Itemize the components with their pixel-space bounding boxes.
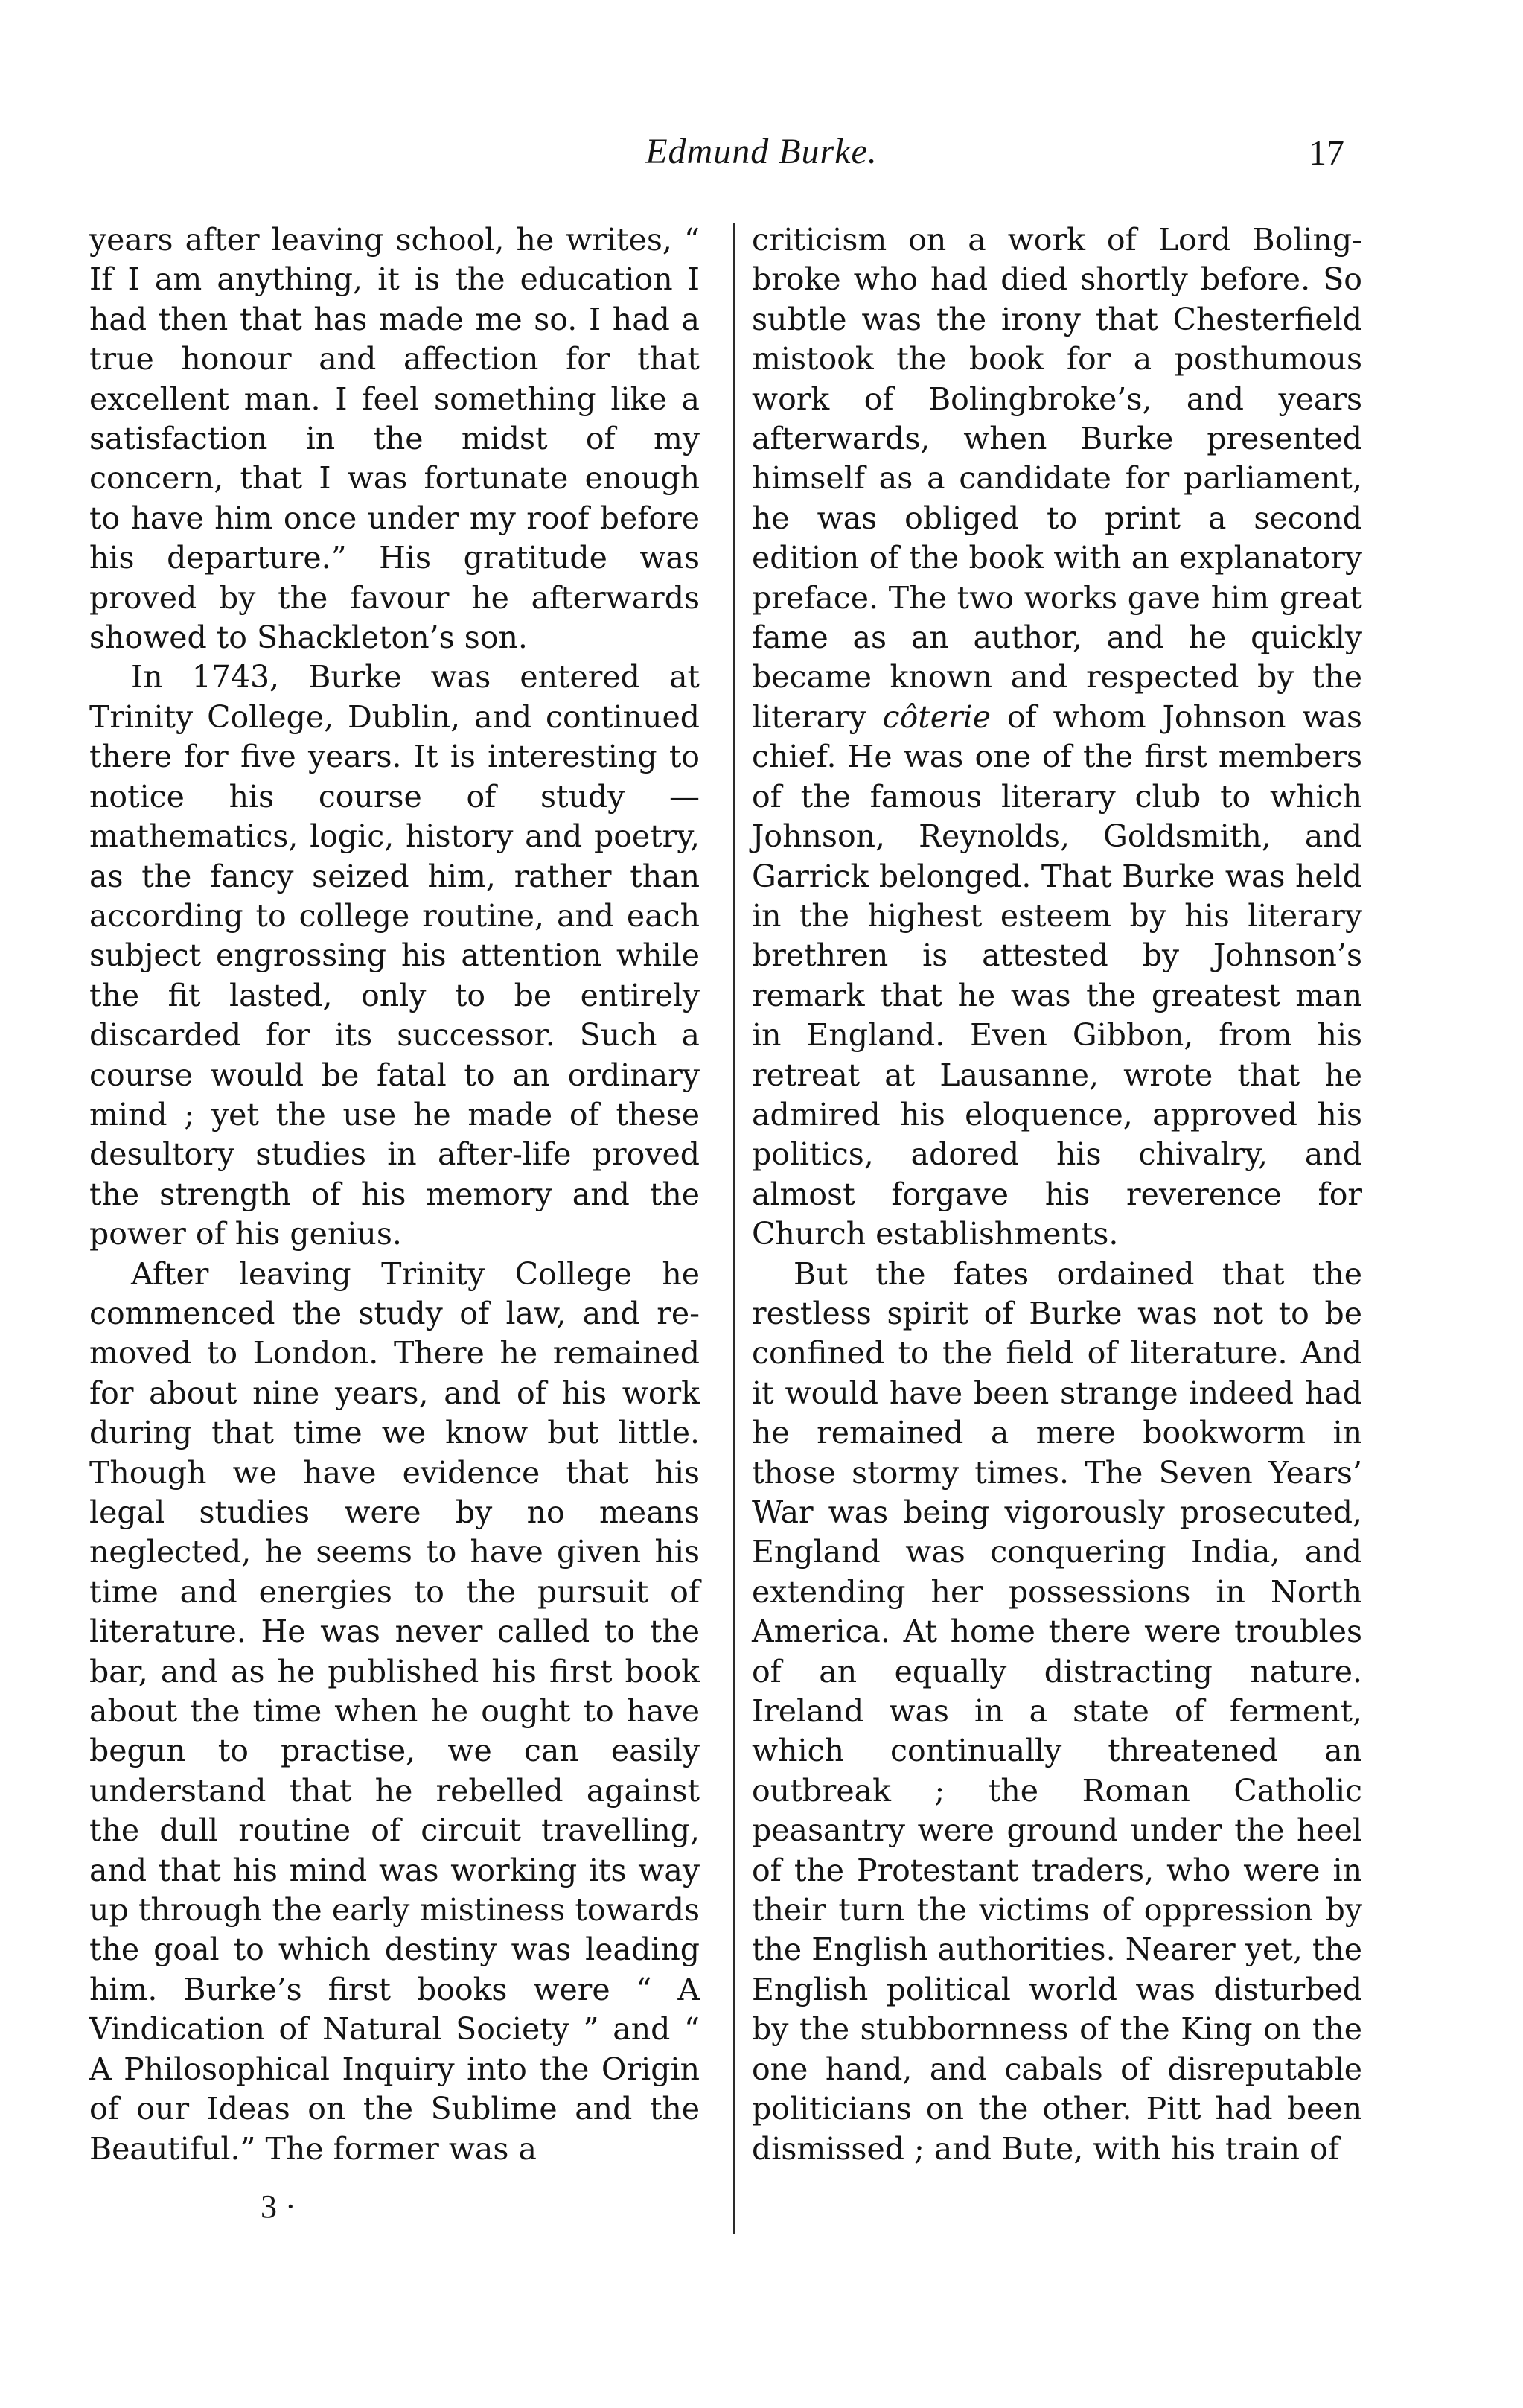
right-paragraph-1-start: criticism on a work of Lord Bolingbroke who had died shortly before. So subtle was the irony that Chesterfield mistook the book for a posthumous work of Bolingbroke’s, and years afterwards, when Burke presented himself as a candidate for parliament, he was obliged to print a second edition of the book with an explanatory preface. The two works gave him great fame as an author, and he quickly became known and respected by the literary — [752, 222, 1362, 735]
right-paragraph-1-end: of whom Johnson was chief. He was one of the first members of the famous literary club to which Johnson, Reynolds, Goldsmith, and Garrick belonged. That Burke was held in the highest esteem by his literary brethren is attested by Johnson’s remark that he was the greatest man in England. Even Gibbon, from his retreat at Lausanne, wrote that he admired his eloquence, approved his politics, adored his chivalry, and almost forgave his reverence for Church establishments. — [752, 698, 1362, 1252]
left-paragraph-2: In 1743, Burke was entered at Trinity College, Dublin, and continued there for five years. It is interesting to notice his course of study — mathematics, logic, history and poetry, as the fancy seized him, rather than according to college routine, and each subject engrossing his attention while the fit lasted, only to be entirely discarded for its successor. Such a course would be fatal to an ordinary mind ; yet the use he made of these desultory studies in after-life proved the strength of his memory and the power of his genius. — [89, 659, 700, 1252]
coterie-italic: côterie — [882, 698, 991, 735]
left-paragraph-3: After leaving Trinity College he commenced the study of law, and removed to London. There he remained for about nine years, and of his work during that time we know but little. Though we have evidence that his legal studies were by no means neglected, he seems to have given his time and energies to the pursuit of literature. He was never called to the bar, and as he published his first book about the time when he ought to have begun to practise, we can easily understand that he rebelled against the dull routine of circuit travelling, and that his mind was working its way up through the early mistiness towards the goal to which destiny was leading him. Burke’s first books were “ A Vindication of Natural Society ” and “ A Philosophical Inquiry into the Origin of our Ideas on the Sublime and the Beautiful.” The former was a — [89, 1255, 700, 2167]
signature-mark: 3 · — [261, 2188, 296, 2225]
running-title: Edmund Burke. — [645, 132, 878, 171]
page-number: 17 — [1309, 133, 1344, 173]
right-paragraph-1 — [752, 220, 1362, 1255]
left-column — [89, 220, 700, 2169]
right-column — [752, 220, 1362, 2169]
column-divider — [733, 223, 735, 2234]
right-paragraph-2: But the fates ordained that the restless spirit of Burke was not to be confined to the field of literature. And it would have been strange indeed had he remained a mere bookworm in those stormy times. The Seven Years’ War was being vigorously prosecuted, England was conquering India, and extending her possessions in North America. At home there were troubles of an equally distracting nature. Ireland was in a state of ferment, which continually threatened an outbreak ; the Roman Catholic peasantry were ground under the heel of the Protestant traders, who were in their turn the victims of oppression by the English authorities. Nearer yet, the English political world was disturbed by the stubbornness of the King on the one hand, and cabals of disreputable politicians on the other. Pitt had been dismissed ; and Bute, with his train of — [752, 1255, 1362, 2167]
left-paragraph-1: years after leaving school, he writes, “ If I am anything, it is the education I had then that has made me so. I had a true honour and affection for that excellent man. I feel something like a satisfaction in the midst of my concern, that I was fortunate enough to have him once under my roof before his departure.” His gratitude was proved by the favour he afterwards showed to Shackleton’s son. — [89, 222, 700, 656]
